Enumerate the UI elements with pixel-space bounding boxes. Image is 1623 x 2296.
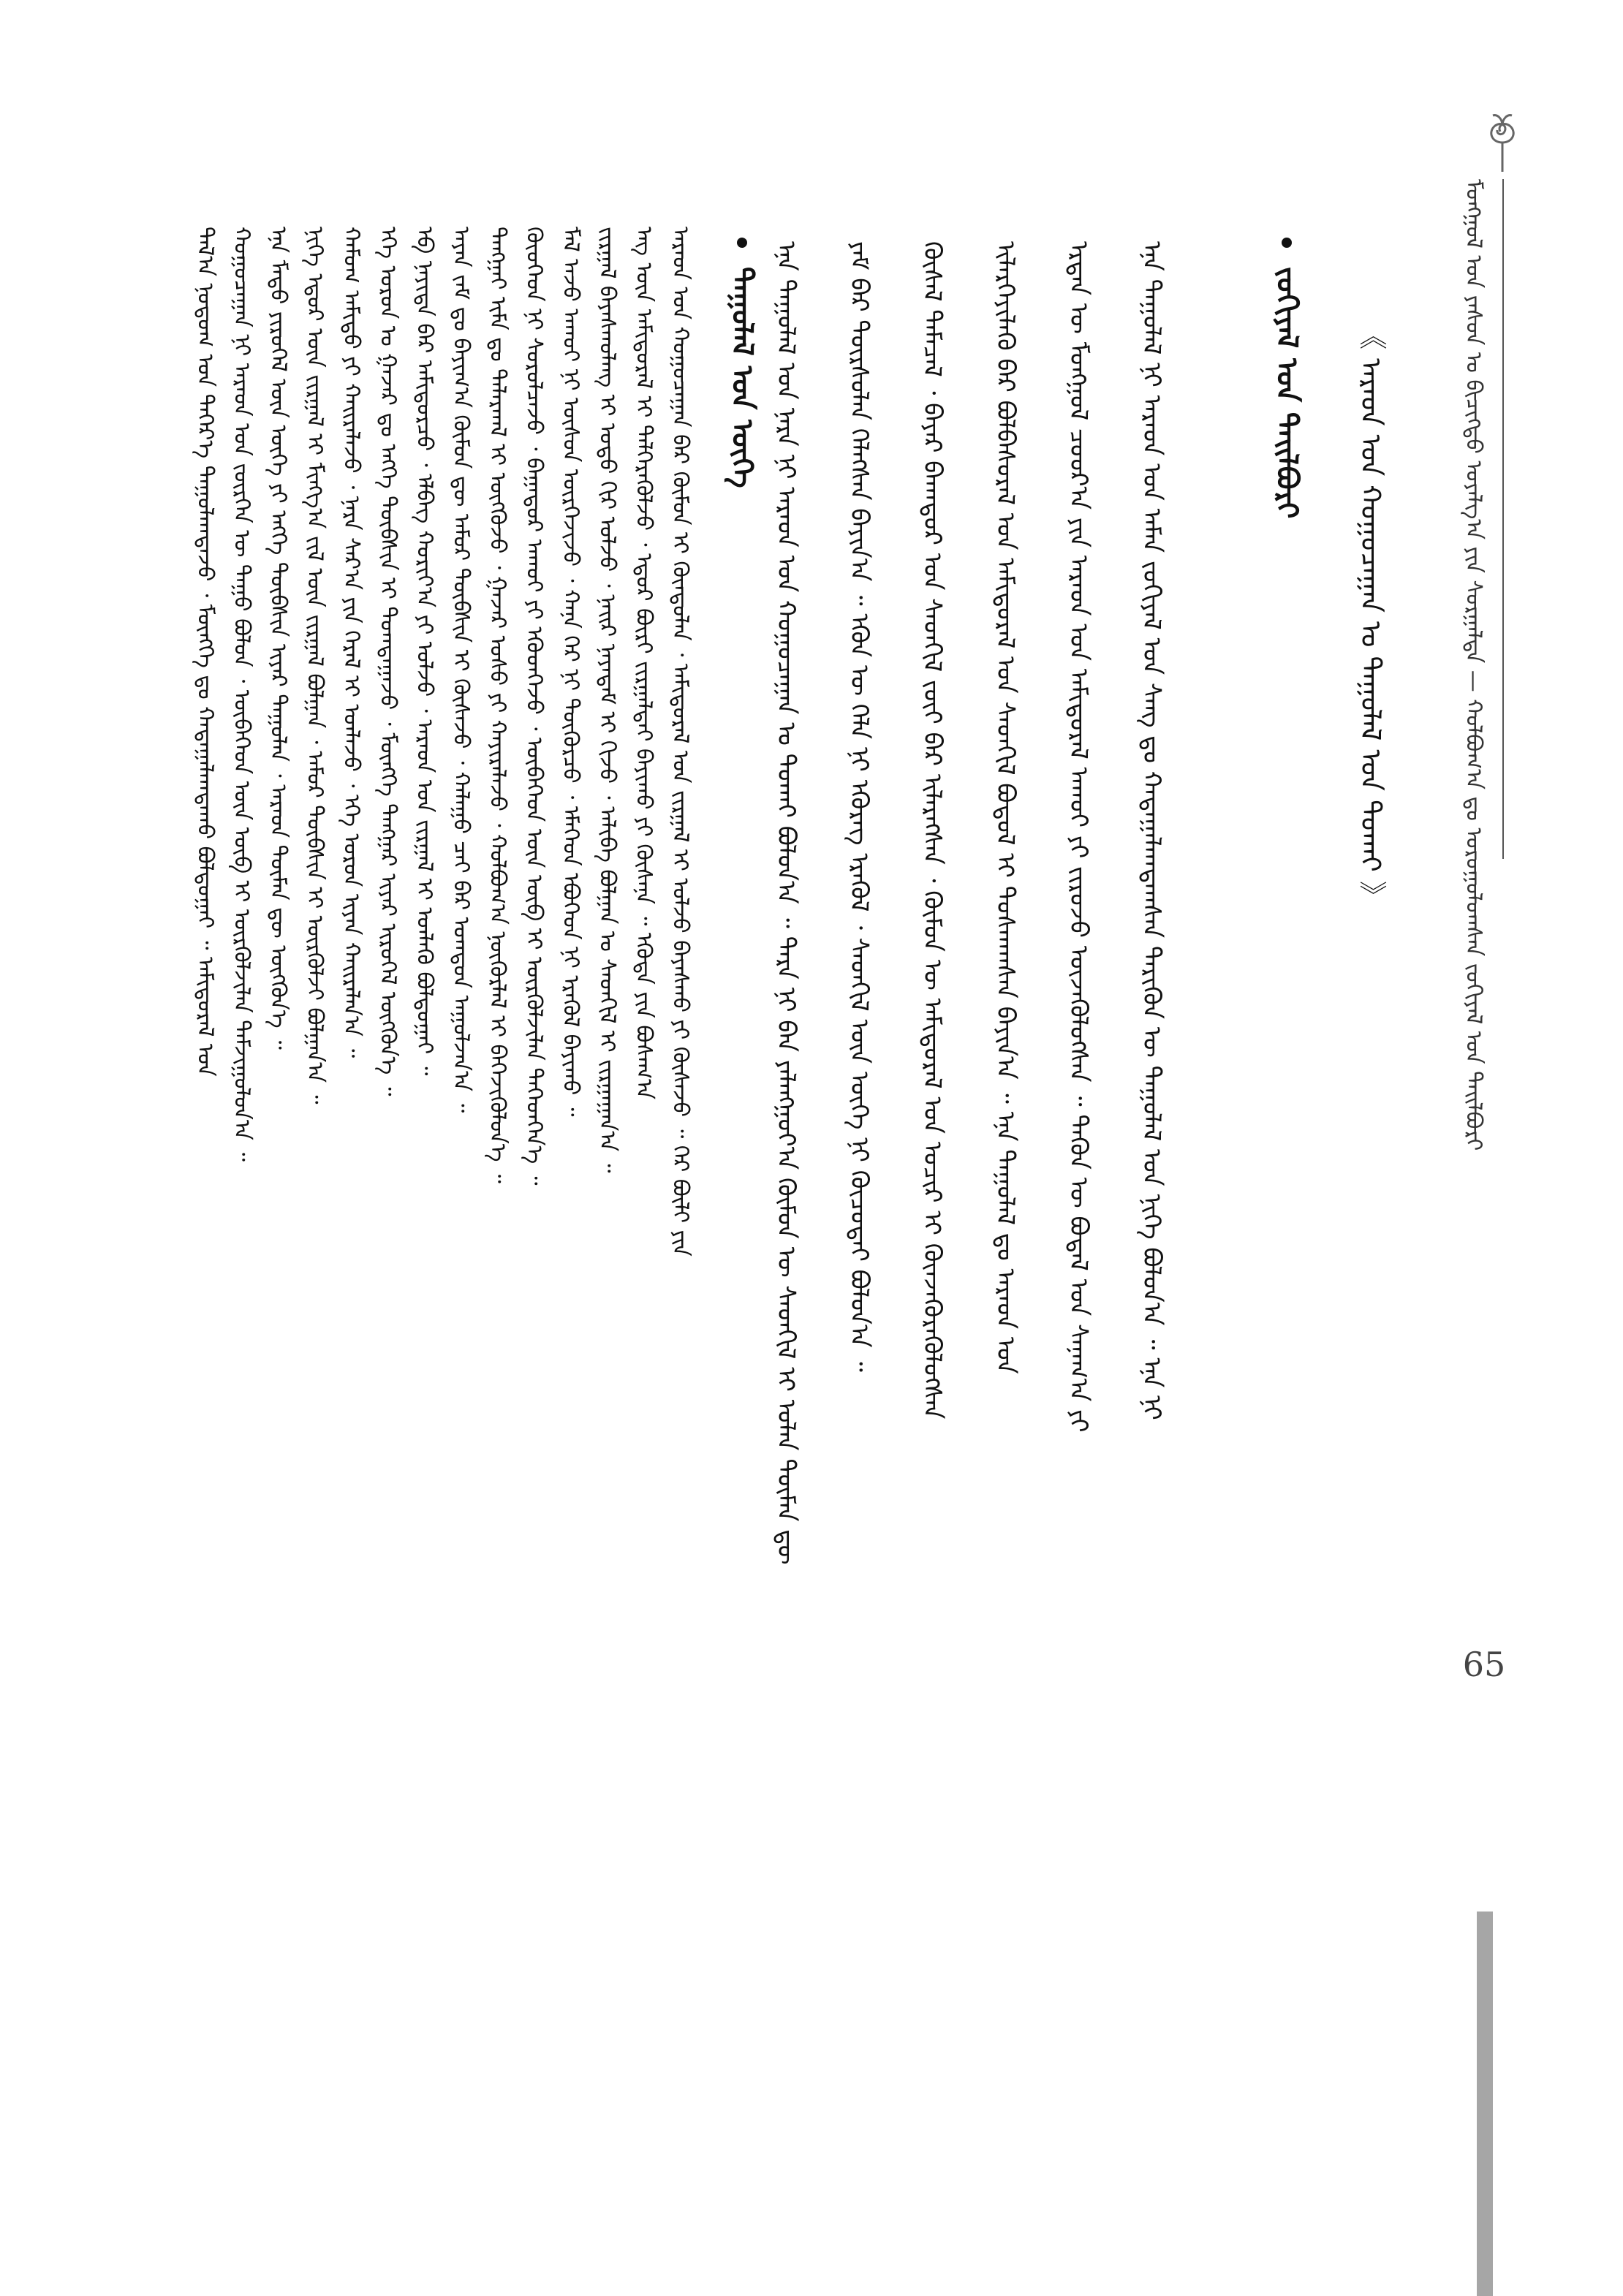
verse-line: ᠮᠠᠯ ᠠᠵᠤ ᠠᠬᠤᠢ ᠨᠢ ᠥᠰᠦᠨ ᠥᠷᠭᠡᠵᠢᠵᠦ ᠂ ᠬᠠᠨᠠ ᠭᠡᠷ ᠨᠢ ᠳᠦᠭᠦᠷᠴᠦ ᠂ ᠡᠮᠡᠭᠡᠳ ᠡᠪᠦᠭᠡᠳ ᠨᠢ ᠡᠷᠡᠭᠦᠯ ᠪᠠᠶᠢᠬᠤ ᠃ — [558, 227, 583, 1117]
running-header: ᠮᠣᠩᠭᠣᠯ ᠤᠨ ᠶᠠᠰᠤᠨ ᠤ ᠪᠢᠴᠢᠭᠲᠦ ᠤᠶᠠᠯᠭ᠎ᠠ ᠶᠢᠨ ᠰᠤᠷᠭᠠᠯᠲᠠ — ᠬᠣᠯᠪᠣᠭ᠎ᠠ ᠳᠤ ᠣᠷᠣᠭᠤᠯᠤᠭᠰᠠᠨ ᠵᠣᠬᠢᠶᠠᠯ ᠤᠨ ᠲᠠᠢᠯᠪᠤᠷᠢ — [1461, 179, 1486, 1151]
ornament-icon — [1477, 110, 1528, 175]
paragraph-line: ᠡᠷᠲᠡᠨ ᠦ ᠮᠣᠩᠭᠣᠯ ᠴᠤᠤᠷ᠎ᠠ ᠶᠢᠨ ᠠᠷᠠᠳ ᠤᠨ ᠠᠮᠢᠳᠤᠷᠠᠯ ᠠᠬᠤᠢ ᠶᠢ ᠵᠢᠷᠤᠵᠤ ᠦᠵᠡᠭᠦᠯᠦᠭᠰᠡᠨ ᠃ ᠲᠡᠭᠦᠨ ᠦ ᠪᠣᠳᠠᠯ ᠤᠨ ᠰᠠᠨᠠᠭ᠎ᠠ ᠶᠢ — [1064, 241, 1093, 1433]
bullet-icon — [737, 238, 747, 248]
verse-line: ᠬᠦᠦᠬᠡᠳ ᠨᠢ ᠰᠤᠷᠤᠯᠴᠠᠵᠤ ᠂ ᠪᠠᠭᠠᠳᠤᠷ ᠠᠬᠤᠢ ᠶᠢ ᠡᠭᠦᠳᠬᠡᠵᠦ ᠂ ᠥᠪᠡᠭᠡᠳ ᠦᠨ ᠥᠪ ᠢ ᠦᠷᠭᠦᠯᠵᠢᠯᠡᠨ ᠳᠡᠭᠡᠳᠬᠡᠨ᠎ᠡ ᠃ — [521, 227, 547, 1186]
section-heading-1 — [1268, 238, 1305, 647]
verse-line: ᠲᠡᠩᠭᠠᠢ ᠢᠮᠠ ᠳᠤ ᠲᠠᠯᠠᠷᠬᠠᠯ ᠢ ᠥᠭᠭᠦᠵᠦ ᠂ ᠭᠠᠵᠠᠷ ᠤᠰᠤ ᠶᠢ ᠬᠠᠶᠢᠷᠠᠯᠠᠵᠤ ᠂ ᠬᠣᠯᠪᠣᠭ᠎ᠠ ᠨᠥᠬᠦᠷᠯᠡᠯ ᠢ ᠪᠡᠬᠡᠵᠢᠭᠦᠯᠦᠨ᠎ᠡ ᠃ — [485, 227, 510, 1183]
section-heading-1-text: ᠵᠣᠬᠢᠶᠠᠯ ᠤᠨ ᠲᠠᠢᠯᠪᠤᠷᠢ — [1270, 266, 1304, 519]
verse-line: ᠡᠬᠡ ᠣᠷᠣᠨ ᠤ ᠭᠠᠵᠠᠷ ᠳᠤ ᠡᠩᠬᠡ ᠲᠦᠪᠰᠢᠨ ᠢ ᠲᠣᠭᠲᠠᠭᠠᠵᠤ ᠂ ᠮᠥᠩᠬᠡ ᠲᠡᠩᠭᠠᠷ ᠢᠶᠠᠷ ᠢᠷᠦᠭᠡᠯ ᠥᠭᠭᠦᠨ᠎ᠡ ᠃ — [375, 227, 401, 1096]
verse-line: ᠵᠢᠷᠭᠠᠯ ᠪᠠᠶᠠᠰᠬᠤᠯᠠᠩ ᠢ ᠣᠳᠣ ᠬᠢᠷ ᠣᠯᠵᠤ ᠂ ᠨᠠᠢᠷ ᠨᠠᠶᠠᠳᠠᠮ ᠢ ᠬᠢᠵᠦ ᠂ ᠠᠯᠢᠪᠠ ᠪᠣᠯᠭᠠᠨ ᠤ ᠰᠡᠳᠬᠢᠯ ᠢ ᠵᠢᠷᠭᠠᠭᠠᠨ᠎ᠠ ᠃ — [594, 227, 620, 1173]
verse-line: ᠬᠠᠮᠤᠭ ᠠᠮᠢᠳᠤ ᠶᠢ ᠬᠠᠢᠷᠠᠯᠠᠵᠤ ᠂ ᠨᠠᠷᠠ ᠰᠠᠷ᠎ᠠ ᠶᠢᠨ ᠭᠡᠷᠡᠯ ᠢ ᠡᠳᠯᠡᠵᠦ ᠂ ᠡᠬᠡ ᠣᠷᠣᠨ ᠢᠶᠠᠨ ᠬᠠᠢᠷᠠᠯᠠᠨ᠎ᠠ ᠃ — [338, 227, 364, 1058]
page-number: 65 — [1462, 1645, 1506, 1684]
verse-line: ᠲᠠᠯ᠎ᠠ ᠨᠤᠲᠤᠭ ᠤᠨ ᠳᠡᠭᠡᠷ᠎ᠡ ᠳᠠᠭᠤᠯᠠᠭᠳᠠᠵᠤ ᠂ ᠮᠥᠩᠬᠡ ᠳᠤ ᠬᠠᠳᠠᠭᠠᠯᠠᠭᠳᠠᠬᠤ ᠪᠣᠯᠲᠤᠭᠠᠢ ᠃ ᠠᠮᠢᠳᠤᠷᠠᠯ ᠤᠨ — [192, 227, 218, 1077]
paragraph-line: ᠡᠨᠡ ᠳᠠᠭᠤᠯᠠᠯ ᠤᠨ ᠨᠡᠷᠡ ᠨᠢ ᠠᠷᠠᠳ ᠤᠨ ᠬᠤᠭᠤᠴᠠᠭᠠᠨ ᠤ ᠲᠤᠬᠠᠢ ᠪᠣᠯᠤᠨ᠎ᠠ ᠃ ᠲᠡᠷᠡ ᠨᠢ ᠪᠡᠨ ᠶᠠᠯᠠᠩᠭᠤᠶ᠎ᠠ ᠬᠦᠮᠦᠨ ᠦ ᠰᠡᠳᠬᠢᠯ ᠢ ᠣᠯᠠᠨ ᠲᠦᠮᠡᠨ ᠳᠦ — [771, 241, 801, 1565]
paragraph-line: ᠡᠨᠡ ᠳᠠᠭᠤᠯᠠᠯ ᠨᠢ ᠠᠷᠠᠳ ᠤᠨ ᠠᠮᠠᠨ ᠵᠣᠬᠢᠶᠠᠯ ᠤᠨ ᠰᠠᠩ ᠳᠤ ᠬᠠᠳᠠᠭᠠᠯᠠᠭᠳᠠᠭᠰᠠᠨ ᠲᠡᠷᠢᠭᠦᠨ ᠦ ᠳᠠᠭᠤᠯᠠᠯ ᠤᠨ ᠨᠢᠭᠡ ᠪᠣᠯᠤᠨ᠎ᠠ ᠃ ᠡᠨᠡ ᠨᠢ — [1137, 241, 1166, 1420]
section-heading-2-text: ᠳᠠᠭᠤᠯᠠᠯ ᠤᠨ ᠦᠭᠡ — [725, 266, 759, 488]
quoted-title: 《 ᠠᠷᠠᠳ ᠤᠨ ᠬᠤᠭᠤᠴᠠᠭᠠᠨ ᠤ ᠳᠠᠭᠤᠯᠠᠯ ᠤᠨ ᠲᠤᠬᠠᠢ 》 — [1355, 322, 1387, 909]
verse-line: ᠬᠤᠭᠤᠴᠠᠭᠠᠨ ᠨᠢ ᠠᠷᠠᠳ ᠤᠨ ᠵᠦᠷᠬᠡᠨ ᠦ ᠳᠠᠭᠤ ᠪᠣᠯᠤᠨ ᠂ ᠥᠪᠡᠭᠡᠳ ᠦᠨ ᠥᠪ ᠢ ᠦᠷᠭᠦᠯᠵᠢᠯᠡᠨ ᠳᠠᠮᠵᠢᠭᠤᠯᠤᠨ᠎ᠠ ᠃ — [229, 227, 254, 1162]
paragraph-line: ᠶᠠᠮ ᠪᠠᠷ ᠳᠦᠷᠰᠦᠯᠡᠨ ᠬᠡᠯᠡᠭᠰᠡᠨ ᠪᠠᠶᠢᠨ᠎ᠠ ᠃ ᠡᠭᠦᠨ ᠦ ᠬᠡᠯᠡ ᠨᠢ ᠡᠭᠦᠷᠡᠭ ᠡᠷᠡᠭᠦᠯ ᠂ ᠰᠡᠳᠬᠢᠯ ᠦᠨ ᠦᠭᠡ ᠨᠢ ᠬᠦᠴᠦᠲᠡᠢ ᠪᠣᠯᠤᠨ᠎ᠠ ᠃ — [844, 241, 874, 1372]
paragraph-line: ᠬᠦᠰᠡᠯ ᠲᠡᠮᠡᠴᠡᠯ ᠂ ᠪᠠᠶᠠᠷ ᠪᠠᠬᠠᠳᠤᠷ ᠤᠨ ᠰᠡᠳᠬᠢᠯ ᠵᠦᠢ ᠪᠡᠷ ᠢᠯᠡᠷᠡᠭᠰᠡᠨ ᠂ ᠬᠦᠮᠦᠨ ᠦ ᠠᠮᠢᠳᠤᠷᠠᠯ ᠤᠨ ᠤᠴᠢᠷ ᠢ ᠭᠦᠨᠵᠡᠭᠦᠷᠡᠭᠦᠯᠦᠭᠰᠡᠨ — [918, 241, 947, 1420]
verse-line: ᠨᠢᠭᠡ ᠡᠳᠦᠷ ᠦᠨ ᠵᠢᠷᠭᠠᠯ ᠢ ᠮᠢᠩᠭ᠎ᠠ ᠵᠢᠯ ᠦᠨ ᠵᠢᠷᠭᠠᠯ ᠪᠣᠯᠭᠠᠨ ᠂ ᠠᠮᠤᠷ ᠲᠦᠪᠰᠢᠨ ᠢ ᠦᠷᠭᠦᠯᠵᠢ ᠪᠣᠯᠭᠠᠨ᠎ᠠ ᠃ — [302, 227, 328, 1105]
page-edge-tab — [1477, 1912, 1493, 2296]
paragraph-line: ᠢᠯᠡᠷᠬᠡᠶᠢᠯᠡᠬᠦ ᠪᠠᠷ ᠪᠣᠯᠪᠠᠰᠤᠷᠠᠯ ᠤᠨ ᠠᠮᠢᠳᠤᠷᠠᠯ ᠤᠨ ᠰᠡᠳᠬᠢᠯ ᠪᠣᠳᠤᠯ ᠢ ᠲᠤᠰᠬᠠᠭᠰᠠᠨ ᠪᠠᠶᠢᠨ᠎ᠠ ᠃ ᠡᠨᠡ ᠳᠠᠭᠤᠯᠠᠯ ᠳᠤ ᠠᠷᠠᠳ ᠤᠨ — [991, 241, 1020, 1374]
verse-block — [183, 227, 695, 2054]
verse-line: ᠠᠶᠠᠨ ᠵᠠᠮ ᠳᠤ ᠪᠠᠶᠢᠭ᠎ᠠ ᠬᠦᠮᠦᠨ ᠳᠦ ᠠᠮᠤᠷ ᠲᠦᠪᠰᠢᠨ ᠢ ᠬᠦᠰᠡᠵᠦ ᠂ ᠬᠠᠯᠠᠭᠤ ᠴᠠᠢ ᠪᠠᠷ ᠤᠭᠲᠤᠨ ᠠᠭᠤᠯᠵᠠᠨ᠎ᠠ ᠃ — [448, 227, 474, 1113]
verse-line: ᠠᠷᠠᠳ ᠤᠨ ᠬᠤᠭᠤᠴᠠᠭᠠᠨ ᠪᠠᠷ ᠬᠦᠮᠦᠨ ᠢ ᠬᠦᠨᠳᠦᠯᠡᠨ ᠂ ᠠᠮᠢᠳᠤᠷᠠᠯ ᠤᠨ ᠵᠢᠷᠭᠠᠯ ᠢ ᠣᠯᠵᠤ ᠪᠠᠶᠠᠰᠬᠤ ᠶᠢ ᠬᠦᠰᠡᠵᠦ ᠃ ᠭᠡᠷ ᠪᠦᠯᠢ ᠶᠢᠨ — [667, 227, 693, 1257]
verse-line: ᠡᠪ ᠨᠡᠶᠢᠲᠡ ᠪᠠᠷ ᠠᠮᠢᠳᠤᠷᠴᠤ ᠂ ᠡᠯᠪᠡᠭ ᠬᠤᠷᠢᠶ᠎ᠠ ᠶᠢ ᠣᠯᠵᠤ ᠂ ᠠᠷᠠᠳ ᠤᠨ ᠵᠢᠷᠭᠠᠯ ᠢ ᠡᠳᠯᠡᠬᠦ ᠪᠣᠯᠲᠤᠭᠠᠢ ᠃ — [412, 227, 437, 1076]
verse-line: ᠡᠨᠡ ᠮᠡᠲᠦ ᠶᠢᠷᠦᠭᠡᠯ ᠦᠨ ᠦᠭᠡ ᠶᠢ ᠡᠩᠬᠡ ᠲᠦᠪᠰᠢᠨ ᠢᠶᠠᠷ ᠳᠠᠭᠤᠯᠠᠨ ᠂ ᠠᠷᠠᠳ ᠲᠦᠮᠡᠨ ᠳᠦ ᠥᠭᠭᠦᠨ᠎ᠡ ᠃ — [265, 227, 291, 1050]
bullet-icon — [1282, 238, 1292, 248]
verse-line: ᠡᠩ ᠦᠨ ᠠᠮᠢᠳᠤᠷᠠᠯ ᠢ ᠳᠡᠯᠭᠡᠷᠡᠭᠦᠯᠵᠦ ᠂ ᠡᠳᠦᠷ ᠪᠦᠷᠢ ᠵᠢᠷᠭᠠᠯᠲᠠᠢ ᠪᠠᠶᠢᠬᠤ ᠶᠢ ᠬᠦᠰᠡᠨᠡ ᠃ ᠡᠭᠦᠳᠡ ᠶᠢᠨ ᠪᠤᠰᠠᠭ᠎ᠠ — [631, 227, 657, 1100]
section-heading-2 — [724, 238, 760, 647]
header-rule — [1502, 179, 1504, 859]
paragraph-block — [768, 241, 1177, 2032]
